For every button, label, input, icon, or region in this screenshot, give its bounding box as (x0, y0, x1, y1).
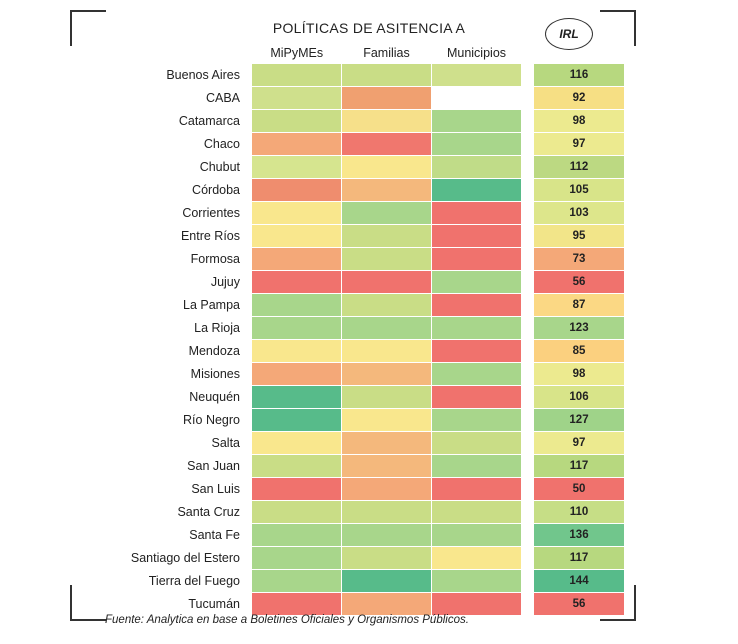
heat-cell (252, 271, 342, 294)
heat-cell (252, 64, 342, 87)
irl-value: 50 (534, 478, 624, 501)
irl-value: 56 (534, 593, 624, 616)
row-label-santa-fe: Santa Fe (189, 528, 240, 542)
heat-cell (342, 409, 432, 432)
irl-value: 117 (534, 547, 624, 570)
column-gap (522, 42, 535, 64)
heat-cell (252, 409, 342, 432)
heat-cell (432, 133, 522, 156)
cell-spacer (522, 547, 535, 570)
irl-value: 85 (534, 340, 624, 363)
heat-cell (252, 386, 342, 409)
row-label-misiones: Misiones (190, 367, 240, 381)
heat-cell (342, 248, 432, 271)
heat-cell (252, 363, 342, 386)
cell-spacer (522, 294, 535, 317)
heat-cell (432, 547, 522, 570)
cell-spacer (522, 409, 535, 432)
heat-cell (432, 570, 522, 593)
cell-spacer (522, 570, 535, 593)
irl-value: 123 (534, 317, 624, 340)
table-row (0, 179, 624, 202)
cell-spacer (522, 110, 535, 133)
row-label-santa-cruz: Santa Cruz (177, 505, 240, 519)
table-row (0, 317, 624, 340)
row-label-buenos-aires: Buenos Aires (166, 68, 240, 83)
cell-spacer (522, 179, 535, 202)
irl-value: 95 (534, 225, 624, 248)
row-label-tierra-del-fuego: Tierra del Fuego (148, 574, 240, 588)
heat-cell (252, 317, 342, 340)
row-label-c-rdoba: Córdoba (192, 183, 240, 197)
row-label-salta: Salta (211, 436, 240, 450)
heat-cell (252, 110, 342, 133)
irl-badge-label: IRL (559, 27, 579, 41)
heat-cell (432, 317, 522, 340)
row-label-caba: CABA (205, 91, 240, 105)
heat-cell (252, 432, 342, 455)
irl-value: 97 (534, 432, 624, 455)
heat-cell (342, 363, 432, 386)
table-row (0, 110, 624, 133)
heat-cell (342, 294, 432, 317)
heat-cell (252, 294, 342, 317)
row-label-chaco: Chaco (203, 137, 240, 151)
heat-cell (432, 455, 522, 478)
cell-spacer (522, 363, 535, 386)
irl-value: 98 (534, 110, 624, 133)
heatmap-body (0, 64, 624, 616)
heat-cell (252, 478, 342, 501)
cell-spacer (522, 478, 535, 501)
table-row (0, 202, 624, 225)
table-row (0, 501, 624, 524)
row-label-tucum-n: Tucumán (188, 597, 240, 611)
heat-cell (432, 156, 522, 179)
irl-value: 56 (534, 271, 624, 294)
column-header-municipios: Municipios (446, 46, 507, 60)
heat-cell (342, 179, 432, 202)
cell-spacer (522, 87, 535, 110)
heat-cell (342, 432, 432, 455)
chart-title: POLÍTICAS DE ASITENCIA A (272, 20, 466, 36)
heat-cell (432, 87, 522, 110)
table-row (0, 409, 624, 432)
heat-cell (432, 294, 522, 317)
table-row (0, 363, 624, 386)
irl-value: 127 (534, 409, 624, 432)
row-label-neuqu-n: Neuquén (189, 390, 240, 404)
table-row (0, 340, 624, 363)
table-row (0, 156, 624, 179)
cell-spacer (522, 455, 535, 478)
cell-spacer (522, 524, 535, 547)
cell-spacer (522, 225, 535, 248)
irl-value: 110 (534, 501, 624, 524)
cell-spacer (522, 202, 535, 225)
heat-cell (432, 271, 522, 294)
heat-cell (342, 478, 432, 501)
heat-cell (432, 501, 522, 524)
heat-cell (342, 570, 432, 593)
cell-spacer (522, 133, 535, 156)
heat-cell (342, 524, 432, 547)
row-label-san-juan: San Juan (187, 459, 240, 473)
cell-spacer (522, 501, 535, 524)
heat-cell (342, 87, 432, 110)
heat-cell (342, 547, 432, 570)
heat-cell (342, 340, 432, 363)
irl-value: 144 (534, 570, 624, 593)
row-label-catamarca: Catamarca (178, 114, 240, 128)
row-label-santiago-del-estero: Santiago del Estero (130, 551, 240, 565)
heat-cell (342, 133, 432, 156)
heat-cell (342, 386, 432, 409)
table-row (0, 432, 624, 455)
table-row (0, 386, 624, 409)
heat-cell (252, 156, 342, 179)
row-label-r-o-negro: Río Negro (183, 413, 240, 427)
heat-cell (342, 64, 432, 87)
column-header-mipymes: MiPyMEs (270, 46, 324, 60)
heat-cell (342, 317, 432, 340)
heat-cell (432, 225, 522, 248)
irl-value: 98 (534, 363, 624, 386)
heat-cell (252, 87, 342, 110)
cell-spacer (522, 432, 535, 455)
heatmap-header-row (0, 42, 624, 64)
heat-cell (342, 455, 432, 478)
heat-cell (432, 432, 522, 455)
heat-cell (252, 179, 342, 202)
heat-cell (252, 225, 342, 248)
cell-spacer (522, 386, 535, 409)
heat-cell (432, 248, 522, 271)
row-label-entre-r-os: Entre Ríos (180, 229, 240, 243)
row-label-mendoza: Mendoza (188, 344, 240, 358)
irl-value: 105 (534, 179, 624, 202)
heatmap-grid (0, 42, 738, 616)
table-row (0, 547, 624, 570)
irl-value: 103 (534, 202, 624, 225)
heat-cell (252, 501, 342, 524)
heatmap-table (0, 42, 624, 616)
cell-spacer (522, 593, 535, 616)
column-header-irl (534, 42, 624, 64)
source-note: Fuente: Analytica en base a Boletines Oficiales y Organismos Públicos. (105, 614, 469, 626)
irl-value: 106 (534, 386, 624, 409)
row-label-jujuy: Jujuy (210, 275, 240, 289)
column-header-familias: Familias (363, 46, 410, 60)
row-label-la-rioja: La Rioja (194, 321, 240, 335)
table-row (0, 225, 624, 248)
heat-cell (252, 570, 342, 593)
row-label-corrientes: Corrientes (182, 206, 240, 220)
table-row (0, 593, 624, 616)
heat-cell (432, 524, 522, 547)
heat-cell (342, 202, 432, 225)
table-row (0, 64, 624, 87)
cell-spacer (522, 317, 535, 340)
cell-spacer (522, 340, 535, 363)
irl-value: 116 (534, 64, 624, 87)
table-row (0, 271, 624, 294)
cell-spacer (522, 156, 535, 179)
heat-cell (342, 593, 432, 616)
heat-cell (342, 225, 432, 248)
irl-value: 112 (534, 156, 624, 179)
heat-cell (432, 340, 522, 363)
heat-cell (432, 202, 522, 225)
row-label-chubut: Chubut (199, 160, 240, 174)
heat-cell (342, 501, 432, 524)
table-row (0, 455, 624, 478)
cell-spacer (522, 64, 535, 87)
heat-cell (252, 593, 342, 616)
table-row (0, 87, 624, 110)
heatmap-header (0, 42, 624, 64)
heat-cell (432, 386, 522, 409)
heat-cell (342, 271, 432, 294)
heat-cell (342, 110, 432, 133)
heat-cell (252, 455, 342, 478)
table-row (0, 248, 624, 271)
heat-cell (342, 156, 432, 179)
table-row (0, 524, 624, 547)
heat-cell (432, 478, 522, 501)
heat-cell (252, 547, 342, 570)
irl-value: 92 (534, 87, 624, 110)
irl-value: 136 (534, 524, 624, 547)
table-row (0, 294, 624, 317)
heat-cell (252, 202, 342, 225)
heat-cell (432, 64, 522, 87)
table-row (0, 478, 624, 501)
row-label-san-luis: San Luis (191, 482, 240, 496)
cell-spacer (522, 248, 535, 271)
irl-value: 87 (534, 294, 624, 317)
row-label-la-pampa: La Pampa (183, 298, 240, 312)
cell-spacer (522, 271, 535, 294)
row-header-corner (0, 42, 252, 64)
heat-cell (432, 409, 522, 432)
heat-cell (252, 248, 342, 271)
heat-cell (252, 340, 342, 363)
heat-cell (432, 363, 522, 386)
heat-cell (432, 179, 522, 202)
irl-value: 73 (534, 248, 624, 271)
heat-cell (432, 593, 522, 616)
heat-cell (432, 110, 522, 133)
irl-value: 97 (534, 133, 624, 156)
irl-value: 117 (534, 455, 624, 478)
heat-cell (252, 524, 342, 547)
table-row (0, 570, 624, 593)
heat-cell (252, 133, 342, 156)
row-label-formosa: Formosa (190, 252, 240, 266)
table-row (0, 133, 624, 156)
